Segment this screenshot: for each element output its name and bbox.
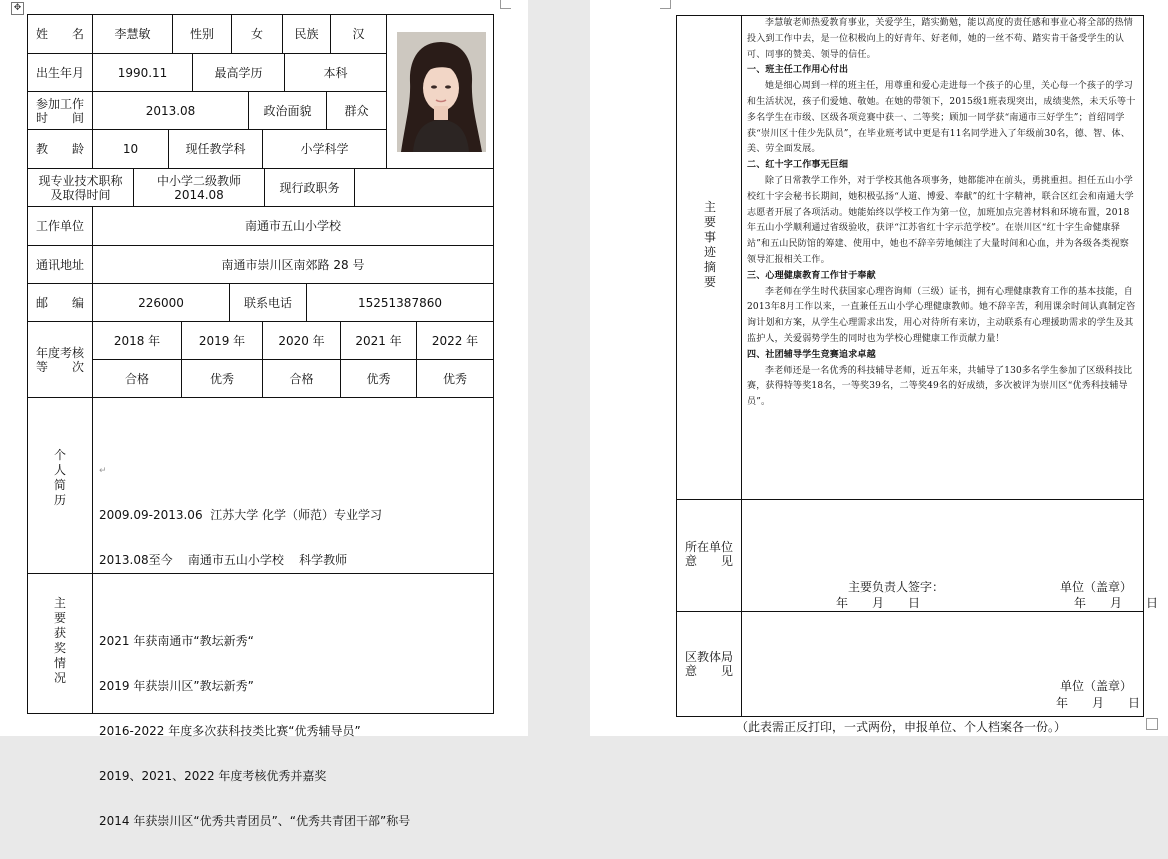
- resume-list: [99, 478, 382, 598]
- summary-heading: 一、班主任工作用心付出: [747, 65, 849, 76]
- award-line: 2021 年获南通市“教坛新秀“: [99, 634, 254, 648]
- education-label: 最高学历: [214, 65, 263, 80]
- title-value-line1: 中小学二级教师: [156, 173, 241, 188]
- award-line: 2019 年获崇川区”教坛新秀”: [99, 679, 254, 693]
- employer-label: 工作单位: [35, 219, 84, 233]
- assessment-year: 2021 年: [355, 333, 402, 348]
- gender-value: 女: [250, 27, 263, 41]
- ethnicity-value: 汉: [352, 27, 365, 41]
- postcode-value: 226000: [138, 295, 184, 310]
- unit-opinion-label-line1: 所在单位: [684, 540, 733, 554]
- assessment-label-line2: 等 次: [35, 359, 84, 374]
- admin-post-label: [265, 169, 354, 206]
- assessment-year: 2019 年: [198, 333, 246, 348]
- teaching-age-label: 教 龄: [35, 142, 84, 156]
- work-start-value: 2013.08: [145, 103, 196, 118]
- award-line: 2014 年获崇川区“优秀共青团员”、“优秀共青团干部”称号: [99, 814, 411, 828]
- summary-heading: 二、红十字工作事无巨细: [747, 160, 849, 171]
- title-label-line2: 及取得时间: [50, 187, 111, 202]
- summary-paragraph: 李慧敏老师热爱教育事业，关爱学生，踏实勤勉，能以高度的责任感和事业心将全部的热情投入到工作中去，是一位积极向上的好青年、好老师，她的一丝不苟、踏实肯干备受学生的认可、同事的赞美、领导的信任。: [747, 18, 1134, 60]
- bureau-opinion-label: [677, 646, 741, 682]
- summary-heading: 四、社团辅导学生竞赛追求卓越: [747, 349, 876, 360]
- unit-opinion-label: [677, 536, 741, 572]
- leader-signature-label: 主要负责人签字：: [848, 580, 945, 594]
- left-page: [0, 0, 528, 828]
- assessment-result: 合格: [289, 371, 314, 386]
- table-move-handle-icon[interactable]: ✥: [11, 2, 24, 15]
- awards-label: 主要获奖情况: [53, 596, 66, 685]
- phone-value: 15251387860: [358, 295, 442, 310]
- address-label: 通讯地址: [35, 257, 84, 272]
- subject-value: 小学科学: [300, 142, 349, 156]
- summary-paragraph: 李老师在学生时代获国家心理咨询师（三级）证书，拥有心理健康教育工作的基本技能，自2013年8月工作以来，一直兼任五山小学心理健康教师。她不辞辛苦，利用课余时间认真制定咨询计划和方案，从学生心理需求出发，用心对待所有来访，主动联系有心理援助需求的学生及其监护人，关爱弱势学生的同时也为学校心理健康工作贡献力量！: [747, 286, 1136, 344]
- award-line: 2019、2021、2022 年度考核优秀并嘉奖: [99, 769, 327, 783]
- deeds-summary: [747, 16, 1137, 411]
- unit-opinion-label-line2: 意 见: [684, 554, 733, 568]
- resume-line: 2009.09-2013.06 江苏大学 化学（师范）专业学习: [99, 508, 383, 522]
- assessment-result: 优秀: [442, 371, 467, 386]
- title-value: [134, 169, 264, 206]
- title-value-line2: 2014.08: [174, 187, 224, 202]
- birth-value: 1990.11: [117, 65, 168, 80]
- title-label-line1: 现专业技术职称: [38, 173, 123, 188]
- bureau-date: 年 月 日: [1056, 696, 1141, 710]
- assessment-result: 优秀: [366, 371, 391, 386]
- summary-paragraph: 除了日常教学工作外，对于学校其他各项事务，她都能冲在前头，勇挑重担。担任五山小学校红十字会秘书长期间，她积极弘扬“人道、博爱、奉献”的红十字精神，联合区红会和南通大学志愿者开展了各项活动。她能始终以学校工作为第一位，加班加点完善材料和环境布置，2018 年五山小学顺利通过省级验收，获评“江苏省红十字示范学校”。在崇川区“红十字生命健康驿站”和五山民防馆的筹建、使用中，她也不辞辛劳地倾注了大量时间和心血，并为各级各类视察领导汇报相关工作。: [747, 175, 1134, 265]
- name-value: 李慧敏: [114, 27, 151, 41]
- phone-label: 联系电话: [243, 295, 292, 310]
- assessment-result: 优秀: [209, 371, 234, 386]
- page-corner-mark: [500, 0, 511, 9]
- assessment-year: 2018 年: [113, 333, 161, 348]
- assessment-year: 2022 年: [431, 333, 479, 348]
- print-instruction-note: （此表需正反打印，一式两份，申报单位、个人档案各一份。）: [736, 720, 1067, 734]
- resume-line: 2013.08至今 南通市五山小学校 科学教师: [99, 553, 348, 567]
- summary-label: 主要事迹摘要: [703, 200, 716, 289]
- bureau-seal-label: 单位（盖章）: [1060, 679, 1133, 693]
- summary-paragraph: 她是细心周到一样的班主任，用尊重和爱心走进每一个孩子的心里，关心每一个孩子的学习和生活状况，孩子们爱她、敬她。在她的带领下，2015级1班表现突出，成绩斐然，未天乐等十多名学生在市级、区级各项竞赛中获一、二等奖；顾加一同学获“南通市三好学生”；首绍同学获“崇川区十佳少先队员”，在毕业班考试中更是有11名同学进入了年级前30名，德、智、体、美、劳全面发展。: [747, 81, 1136, 155]
- bureau-opinion-label-line2: 意 见: [684, 664, 733, 678]
- postcode-label: 邮 编: [35, 295, 84, 310]
- assessment-year: 2020 年: [278, 333, 325, 348]
- employer-value: 南通市五山小学校: [244, 219, 341, 233]
- right-page: [590, 0, 1168, 736]
- seal-date: 年 月 日: [1074, 596, 1159, 610]
- summary-heading: 三、心理健康教育工作甘于奉献: [747, 270, 876, 281]
- work-start-label: [28, 92, 92, 129]
- birth-label: 出生年月: [35, 65, 84, 80]
- political-label: 政治面貌: [263, 103, 312, 118]
- title-label: [28, 169, 133, 206]
- name-label: 姓 名: [35, 27, 84, 41]
- page-corner-mark: [660, 0, 671, 9]
- teaching-age-value: 10: [122, 142, 139, 156]
- resume-blank-mark: ↵: [99, 466, 107, 476]
- summary-paragraph: 李老师还是一名优秀的科技辅导老师，近五年来，共辅导了130多名学生参加了区级科技比赛，获得特等奖18名，一等奖39名，二等奖49名的好成绩，多次被评为崇川区“优秀科技辅导员”。: [747, 365, 1133, 408]
- unit-seal-label: 单位（盖章）: [1060, 580, 1133, 594]
- page-corner-mark: [1146, 718, 1158, 730]
- political-value: 群众: [344, 103, 369, 118]
- ethnicity-label: 民族: [294, 27, 319, 41]
- awards-list: [99, 604, 410, 859]
- assessment-result: 合格: [124, 371, 149, 386]
- gender-label: 性别: [189, 27, 214, 41]
- education-value: 本科: [323, 65, 348, 80]
- resume-label: 个人简历: [53, 448, 66, 507]
- signature-date: 年 月 日: [836, 596, 921, 610]
- admin-post-value: [355, 169, 493, 206]
- admin-post-label-line1: 现行政职务: [279, 180, 340, 195]
- award-line: 2016-2022 年度多次获科技类比赛“优秀辅导员”: [99, 724, 361, 738]
- address-value: 南通市崇川区南郊路 28 号: [221, 257, 365, 272]
- applicant-photo: [397, 32, 486, 152]
- work-start-label-line2: 时 间: [35, 110, 84, 125]
- bureau-opinion-label-line1: 区教体局: [684, 650, 733, 664]
- assessment-label: [28, 322, 92, 397]
- assessment-label-line1: 年度考核: [35, 345, 84, 360]
- work-start-label-line1: 参加工作: [35, 96, 84, 111]
- subject-label: 现任教学科: [185, 142, 246, 156]
